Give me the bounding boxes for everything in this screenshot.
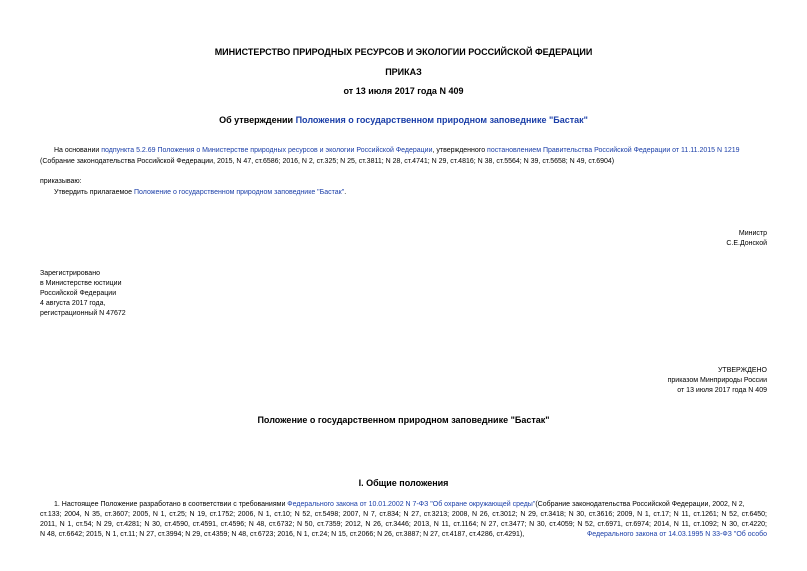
registration-line-4: 4 августа 2017 года, xyxy=(40,300,106,307)
basis-subpoint-link[interactable]: подпункта 5.2.69 Положения о Министерстве природных ресурсов и экологии Российской Федерации xyxy=(101,147,433,154)
regulation-p1-prefix: 1. Настоящее Положение разработано в соответствии с требованиями xyxy=(54,501,288,508)
approve-regulation-link[interactable]: Положение о государственном природном заповеднике "Бастак" xyxy=(134,189,345,196)
approved-line-1: УТВЕРЖДЕНО xyxy=(717,367,767,374)
registration-line-5: регистрационный N 47672 xyxy=(40,310,126,317)
doc-type-heading: ПРИКАЗ xyxy=(385,67,422,77)
basis-resolution-link[interactable]: постановлением Правительства Российской Федерации от 11.11.2015 N 1219 xyxy=(487,147,740,154)
protected-areas-law-link[interactable]: Федерального закона от 14.03.1995 N 33-ФЗ "Об особо xyxy=(586,531,767,538)
registration-line-2: в Министерстве юстиции xyxy=(40,280,122,287)
registration-line-1: Зарегистрировано xyxy=(40,270,100,277)
regulation-title: Положение о государственном природном заповеднике "Бастак" xyxy=(257,415,550,425)
approve-prefix: Утвердить прилагаемое xyxy=(54,189,135,196)
approved-line-2: приказом Минприроды России xyxy=(667,377,767,384)
order-word: приказываю: xyxy=(40,178,82,185)
basis-paragraph-line2: (Собрание законодательства Российской Федерации, 2015, N 47, ст.6586; 2016, N 2, ст.325; N 25, ст.3811; N 28, ст.4741; N 29, ст.4816; N 38, ст.5564; N 39, ст.5658; N 49, ст.6904) xyxy=(40,158,615,165)
signature-position: Министр xyxy=(738,230,767,237)
doc-date-number: от 13 июля 2017 года N 409 xyxy=(343,86,464,96)
approve-suffix: . xyxy=(344,189,347,196)
basis-mid: , утвержденного xyxy=(432,147,488,154)
ministry-heading: МИНИСТЕРСТВО ПРИРОДНЫХ РЕСУРСОВ И ЭКОЛОГИИ РОССИЙСКОЙ ФЕДЕРАЦИИ xyxy=(214,47,593,57)
regulation-p1-line4 xyxy=(40,530,767,539)
registration-line-3: Российской Федерации xyxy=(40,290,117,297)
basis-paragraph-line1 xyxy=(54,146,740,155)
title-regulation-link[interactable]: Положения о государственном природном заповеднике "Бастак" xyxy=(295,115,588,125)
regulation-p1-rest: (Собрание законодательства Российской Федерации, 2002, N 2, xyxy=(535,501,745,508)
environment-law-link[interactable]: Федерального закона от 10.01.2002 N 7-ФЗ "Об охране окружающей среды" xyxy=(287,501,536,508)
regulation-p1-line2: ст.133; 2004, N 35, ст.3607; 2005, N 1, ст.25; N 19, ст.1752; 2006, N 1, ст.10; N 52, ст.5498; 2007, N 7, ст.834; N 27, ст.3213; 2008, N 26, ст.3012; N 29, ст.3418; N 30, ст.3616; 2009, N 1, ст.17; N 11, ст.1261; N 52, ст.6450; xyxy=(40,511,767,518)
document-title xyxy=(0,115,807,126)
basis-prefix: На основании xyxy=(54,147,102,154)
regulation-p1-line3: 2011, N 1, ст.54; N 29, ст.4281; N 30, ст.4590, ст.4591, ст.4596; N 48, ст.6732; N 50, ст.7359; 2012, N 26, ст.3446; 2013, N 11, ст.1164; N 27, ст.3477; N 30, ст.4059; N 52, ст.6971, ст.6974; 2014, N 11, ст.1092; N 30, ст.4220; xyxy=(40,521,767,528)
regulation-p1-line1 xyxy=(54,500,745,509)
approve-paragraph xyxy=(54,188,346,197)
approved-line-3: от 13 июля 2017 года N 409 xyxy=(677,387,767,394)
regulation-p1-line4-text: N 48, ст.6642; 2015, N 1, ст.11; N 27, ст.3994; N 29, ст.4359; N 48, ст.6723; 2016, N 1, ст.24; N 15, ст.2066; N 26, ст.3887; N 27, ст.4187, ст.4286, ст.4291), xyxy=(40,531,525,538)
section-title: I. Общие положения xyxy=(358,478,449,488)
title-prefix: Об утверждении xyxy=(219,115,296,125)
signature-name: С.Е.Донской xyxy=(726,240,767,247)
